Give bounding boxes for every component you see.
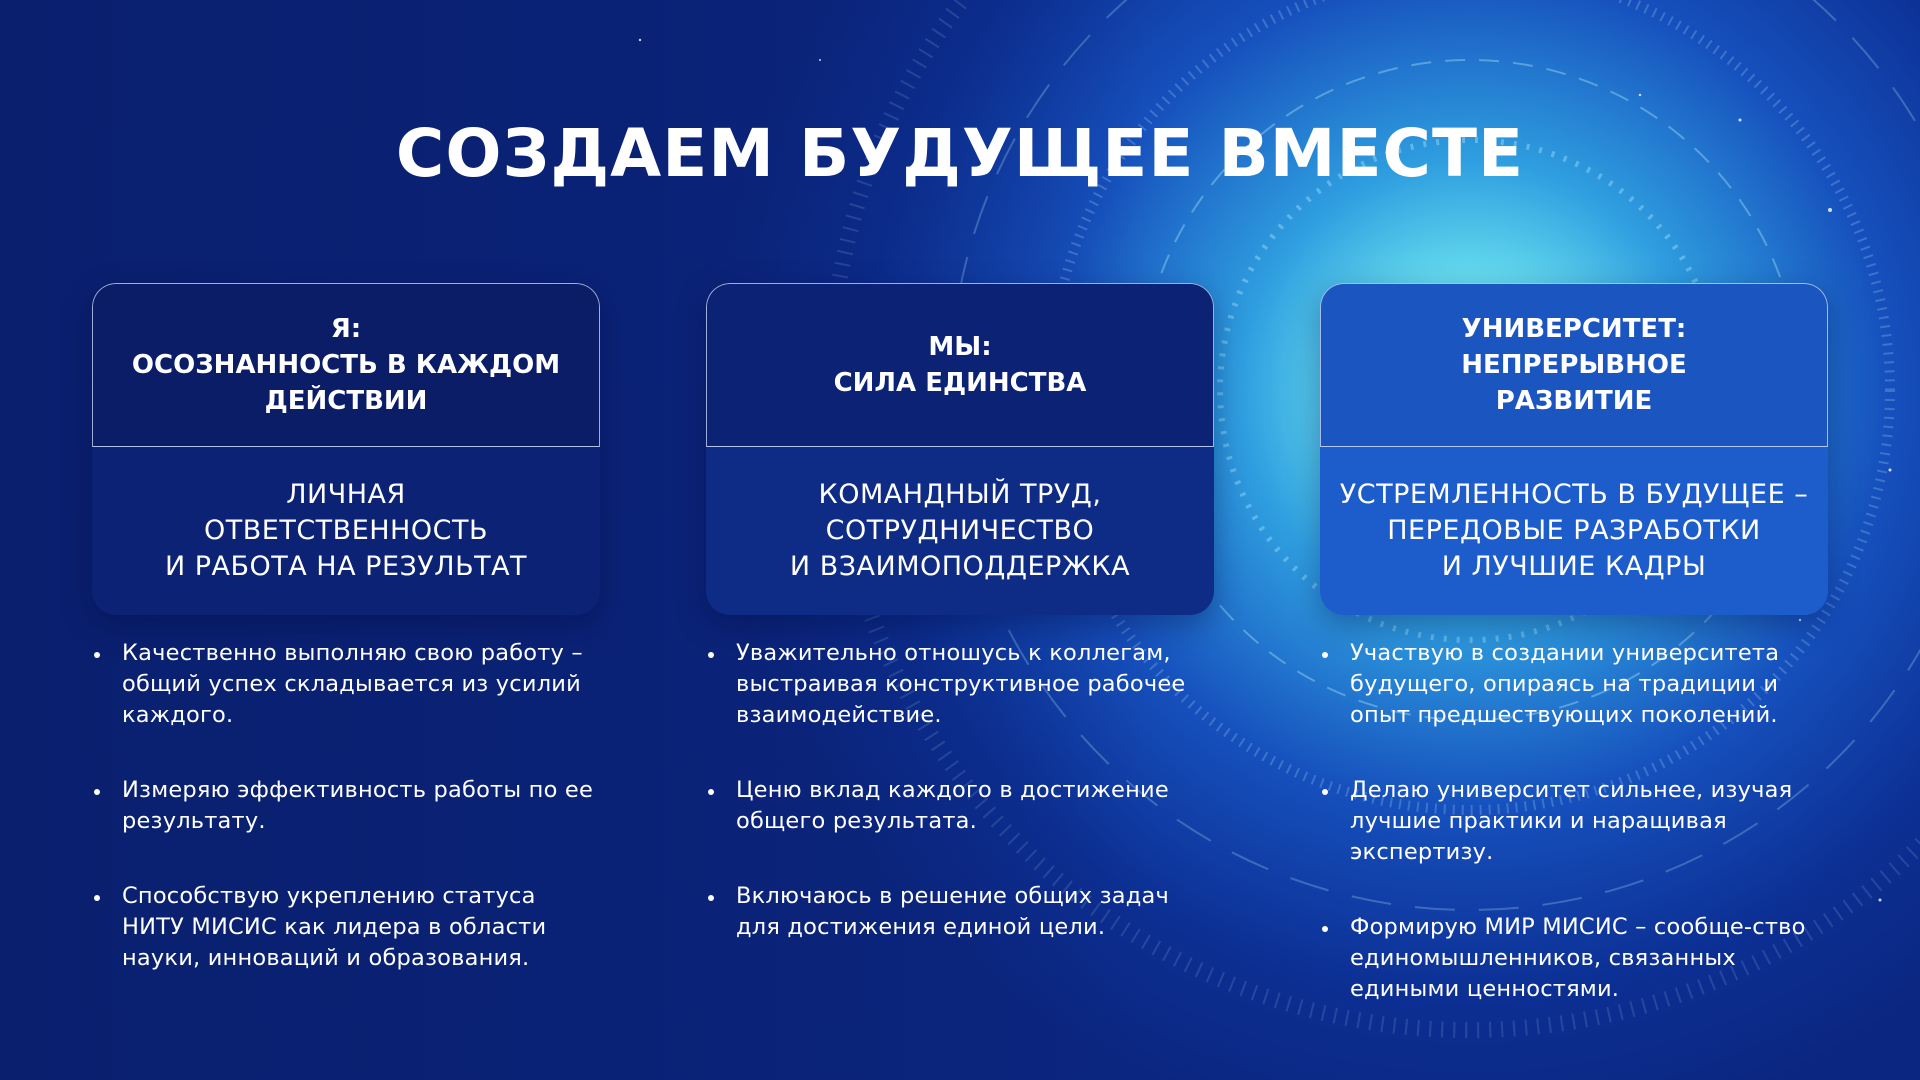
list-item [1320, 775, 1830, 868]
card-header-text: МЫ: СИЛА ЕДИНСТВА [833, 332, 1087, 398]
card-subtitle: УСТРЕМЛЕННОСТЬ В БУДУЩЕЕ – ПЕРЕДОВЫЕ РАЗРАБОТКИ И ЛУЧШИЕ КАДРЫ [1339, 479, 1809, 582]
list-item-text: Уважительно отношусь к коллегам, выстраивая конструктивное рабочее взаимодействие. [736, 640, 1186, 728]
list-item [706, 881, 1216, 943]
card-subtitle-box [92, 447, 600, 615]
card-header [92, 283, 600, 447]
list-item [92, 775, 602, 837]
bullet-dot-icon [1322, 652, 1328, 658]
bullet-dot-icon [94, 789, 100, 795]
bullet-dot-icon [94, 895, 100, 901]
list-item-text: Ценю вклад каждого в достижение общего результата. [736, 777, 1169, 834]
list-item-text: Формирую МИР МИСИС – сообще-ство единомышленников, связанных едиными ценностями. [1350, 914, 1806, 1002]
list-item [92, 638, 602, 731]
card-header-text: Я: ОСОЗНАННОСТЬ В КАЖДОМ ДЕЙСТВИИ [131, 314, 561, 416]
bullet-dot-icon [708, 895, 714, 901]
card-subtitle-box [706, 447, 1214, 615]
card-university [1320, 283, 1828, 615]
card-header-text: УНИВЕРСИТЕТ: НЕПРЕРЫВНОЕ РАЗВИТИЕ [1461, 314, 1687, 416]
bullet-dot-icon [1322, 789, 1328, 795]
card-personal [92, 283, 600, 615]
list-item [706, 775, 1216, 837]
bullet-dot-icon [708, 652, 714, 658]
page-title: СОЗДАЕМ БУДУЩЕЕ ВМЕСТЕ [395, 115, 1525, 192]
card-team [706, 283, 1214, 615]
list-item [1320, 912, 1830, 1005]
bullet-dot-icon [1322, 926, 1328, 932]
card-subtitle: ЛИЧНАЯ ОТВЕТСТВЕННОСТЬ И РАБОТА НА РЕЗУЛЬТАТ [164, 479, 528, 582]
list-item-text: Измеряю эффективность работы по ее результату. [122, 777, 593, 834]
list-item-text: Качественно выполняю свою работу – общий успех складывается из усилий каждого. [122, 640, 583, 728]
list-item [1320, 638, 1830, 731]
list-item-text: Делаю университет сильнее, изучая лучшие практики и наращивая экспертизу. [1350, 777, 1793, 865]
bullet-dot-icon [94, 652, 100, 658]
card-subtitle-box [1320, 447, 1828, 615]
card-subtitle: КОМАНДНЫЙ ТРУД, СОТРУДНИЧЕСТВО И ВЗАИМОПОДДЕРЖКА [789, 479, 1131, 582]
list-item-text: Участвую в создании университета будущего, опираясь на традиции и опыт предшествующих поколений. [1350, 640, 1780, 728]
bullet-dot-icon [708, 789, 714, 795]
card-header [1320, 283, 1828, 447]
list-item-text: Способствую укреплению статуса НИТУ МИСИС как лидера в области науки, инноваций и образования. [122, 883, 547, 971]
list-item-text: Включаюсь в решение общих задач для достижения единой цели. [736, 883, 1169, 940]
bullet-list-university [1320, 638, 1830, 1005]
list-item [706, 638, 1216, 731]
card-header [706, 283, 1214, 447]
list-item [92, 881, 602, 974]
bullet-list-personal [92, 638, 602, 974]
bullet-list-team [706, 638, 1216, 943]
